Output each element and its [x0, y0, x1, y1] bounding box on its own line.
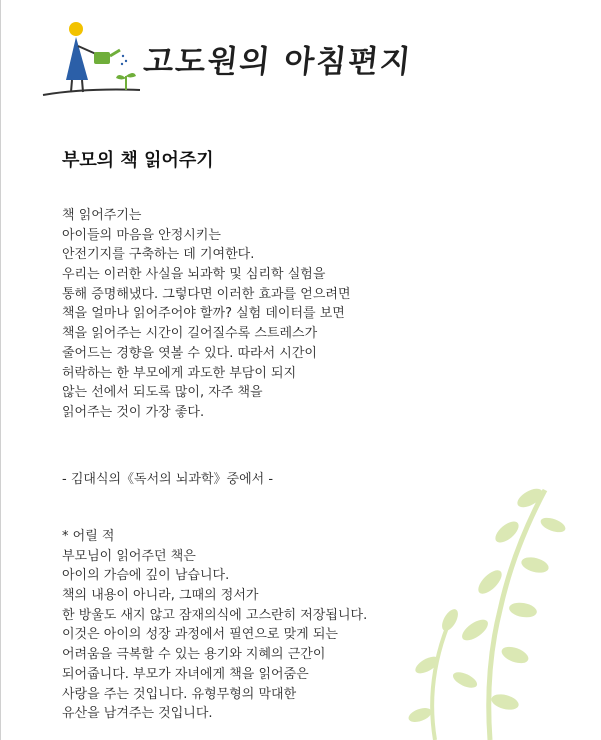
commentary — [62, 527, 502, 724]
page-left-border — [0, 0, 1, 740]
comment-line: 사랑을 주는 것입니다. 유형무형의 막대한 — [62, 686, 297, 702]
body-line: 허락하는 한 부모에게 과도한 부담이 되지 — [62, 365, 297, 381]
comment-line: * 어릴 적 — [62, 529, 115, 544]
comment-line: 한 방울도 새지 않고 잠재의식에 고스란히 저장됩니다. — [62, 607, 368, 623]
body-line: 줄어드는 경향을 엿볼 수 있다. 따라서 시간이 — [62, 345, 317, 361]
article-title: 부모의 책 읽어주기 — [62, 150, 214, 171]
source-citation: - 김대식의《독서의 뇌과학》중에서 - — [62, 472, 274, 487]
header — [40, 18, 420, 100]
body-line: 책을 읽어주는 시간이 길어질수록 스트레스가 — [62, 326, 318, 342]
body-line: 통해 증명해냈다. 그렇다면 이러한 효과를 얻으려면 — [62, 286, 351, 302]
body-line: 아이들의 마음을 안정시키는 — [62, 227, 221, 243]
comment-line: 아이의 가슴에 깊이 남습니다. — [62, 568, 230, 584]
body-line: 책을 얼마나 읽어주어야 할까? 실험 데이터를 보면 — [62, 306, 345, 322]
body-line: 읽어주는 것이 가장 좋다. — [62, 404, 205, 420]
body-line: 않는 선에서 되도록 많이, 자주 책을 — [62, 385, 263, 401]
comment-line: 이것은 아이의 성장 과정에서 필연으로 맞게 되는 — [62, 627, 338, 643]
article-body — [62, 206, 502, 423]
comment-line: 되어줍니다. 부모가 자녀에게 책을 읽어줌은 — [62, 666, 309, 682]
brand-title: 고도원의 아침편지 — [141, 44, 414, 80]
comment-line: 어려움을 극복할 수 있는 용기와 지혜의 근간이 — [62, 647, 326, 663]
body-line: 책 읽어주기는 — [62, 208, 142, 223]
comment-line: 부모님이 읽어주던 책은 — [62, 548, 196, 564]
body-line: 우리는 이러한 사실을 뇌과학 및 심리학 실험을 — [62, 267, 326, 283]
body-line: 안전기지를 구축하는 데 기여한다. — [62, 247, 255, 263]
comment-line: 책의 내용이 아니라, 그때의 정서가 — [62, 588, 259, 604]
comment-line: 유산을 남겨주는 것입니다. — [62, 706, 213, 722]
gardener-watering-sprout-icon — [40, 18, 145, 100]
